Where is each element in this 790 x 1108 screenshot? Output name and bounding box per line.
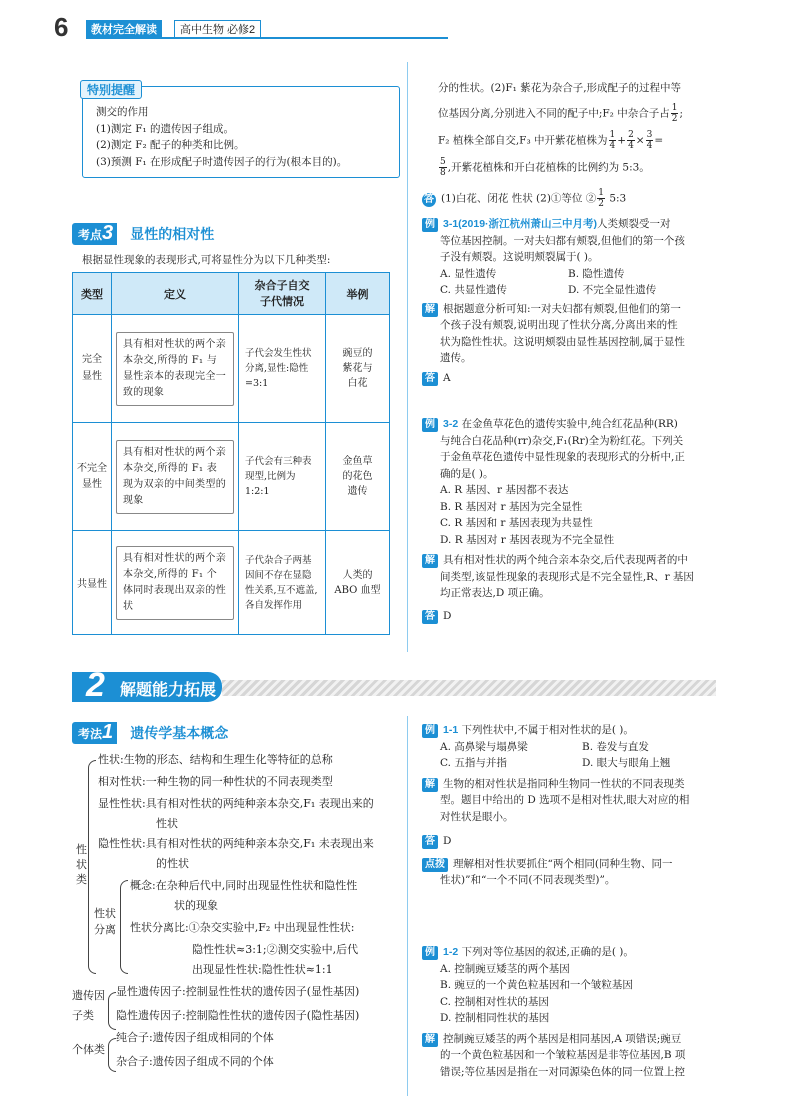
answer-line: 答 (1)白花、闭花 性状 (2)①等位 ② $\frac{1}{2}$ 5:3 (424, 188, 627, 209)
book-title: 教材完全解读 (86, 20, 162, 38)
individual-class-label: 个体类 (72, 1043, 105, 1056)
option: B. 卷发与直发 (582, 740, 649, 753)
table-row (73, 531, 390, 635)
example-1-2: 例 1-2 下列对等位基因的叙述,正确的是( )。 A. 控制豌豆矮茎的两个基因 B. 豌豆的一个黄色粒基因和一个皱粒基因 C. 控制相对性状的基因 D. 控制相同性状的基因 解 控制豌豆矮茎的两个基因是相同基因,A 项错误;豌豆 的一个黄色粒基因和一个皱粒基因是非等位基因,B 项 错误;等位基因是指在一对同源染色体的同一位置上控 (422, 944, 722, 1080)
tip-line: (2)测定 F₂ 配子的种类和比例。 (96, 139, 245, 151)
fraction: $\frac{5}{8}$ (440, 156, 446, 178)
example-label: 3-1(2019·浙江杭州萧山三中月考) (443, 218, 598, 230)
tip-title: 特别提醒 (80, 80, 142, 99)
banner-stripes (222, 680, 716, 696)
solution-badge: 解 (422, 1033, 438, 1047)
point-label: 考点3 (72, 223, 117, 245)
gene-brace (108, 992, 116, 1030)
example-badge: 例 (422, 946, 438, 960)
method-number: 1 (102, 721, 114, 743)
gene-class-label: 遗传因 子类 (72, 989, 105, 1022)
column-divider (407, 62, 408, 652)
point3-heading (72, 223, 214, 245)
option: D. 眼大与眼角上翘 (582, 757, 671, 769)
column-divider (407, 716, 408, 1096)
row-type: 完全 显性 (73, 315, 112, 423)
tip-line: 测交的作用 (96, 106, 149, 118)
row-definition: 具有相对性状的两个亲本杂交,所得的 F₁ 个体同时表现出双亲的性状 (116, 546, 234, 620)
option: A. 控制豌豆矮茎的两个基因 (440, 962, 570, 975)
fraction: $\frac{1}{2}$ (598, 188, 604, 209)
row-example: 豌豆的 紫花与 白花 (326, 315, 390, 423)
solution-badge: 解 (422, 778, 438, 792)
method-label: 考法1 (72, 722, 117, 744)
fraction: $\frac{1}{2}$ (671, 102, 678, 124)
solution-badge: 解 (422, 303, 438, 317)
individual-brace (108, 1038, 116, 1072)
answer-badge: 答 (422, 835, 438, 849)
concept-tree: 性 状 类 性状:生物的形态、结构和生理生化等特征的总称 相对性状:一种生物的同一种性状的不同表现类型 显性性状:具有相对性状的两纯种亲本杂交,F₁ 表现出来的 性状 隐性性状:具有相对性状的两纯种亲本杂交,F₁ 未表现出来 的性状 性状 分离 概念:在杂种后代中,同时出现显性性状和隐性性 状的现象 性状分离比:①杂交实验中,F₂ 中出现显性性状: 隐性性状≈3:1;②测交实验中,后代 出现显性性状:隐性性状≈1:1 遗传因 子类 显性遗传因子:控制显性性状的遗传因子(显性基因) 隐性遗传因子:控制隐性性状的遗传因子(隐性基因) 个体类 纯合子:遗传因子组成相同的个体 杂合子:遗传因子组成不同的个体 (72, 752, 406, 1092)
option: B. R 基因对 r 基因为完全显性 (440, 500, 583, 513)
point3-title: 显性的相对性 (130, 226, 215, 242)
option: C. 控制相对性状的基因 (440, 995, 549, 1008)
method1-heading (72, 722, 228, 744)
option: D. 控制相同性状的基因 (440, 1012, 550, 1024)
tip-badge: 点拨 (422, 858, 448, 872)
fraction: $\frac{3}{4}$ (646, 129, 653, 151)
row-offspring: 子代杂合子两基因间不存在显隐性关系,互不遮盖,各自发挥作用 (239, 531, 326, 635)
header-rule (86, 37, 448, 39)
table-row (73, 423, 390, 531)
example-label: 1-2 (443, 946, 459, 958)
example-1-1: 例 1-1 下列性状中,不属于相对性状的是( )。 A. 高鼻梁与塌鼻梁 B. 卷发与直发 C. 五指与并指 D. 眼大与眼角上翘 解 生物的相对性状是指同种生物同一性状的不同表现类 型。题目中给出的 D 选项不是相对性状,眼大对应的相 对性状是眼小。 答 D 点拨 理解相对性状要抓住“两个相同(同种生物、同一 性状)”和“一个不同(不同表现类型)”。 (422, 722, 722, 889)
option: D. 不完全显性遗传 (568, 284, 657, 296)
option: B. 隐性遗传 (568, 267, 625, 280)
row-type: 共显性 (73, 531, 112, 635)
trait-class-label: 性 状 类 (76, 843, 87, 886)
row-example: 金鱼草 的花色 遗传 (326, 423, 390, 531)
col-header-definition: 定义 (112, 273, 239, 315)
option: A. 显性遗传 (440, 267, 497, 280)
row-type: 不完全 显性 (73, 423, 112, 531)
answer-badge: 答 (422, 610, 438, 624)
example-label: 1-1 (443, 724, 459, 736)
right-top-answer: 分的性状。(2)F₁ 紫花为杂合子,形成配子的过程中等 位基因分离,分别进入不同的配子中;F₂ 中杂合子占 $\frac{1}{2}$ ; F₂ 植株全部自交,F₃ 中开紫花植株为 $\frac{1}{4}$ + $\frac{2}{4}$ × $\frac{3}{4}$ = $\frac{5}{8}$ ,开紫花植株和开白花植株的比例约为 5:3。 (438, 82, 683, 178)
option: A. R 基因、r 基因都不表达 (440, 484, 569, 496)
page-number: 6 (54, 12, 69, 42)
example-3-2: 例 3-2 在金鱼草花色的遗传实验中,纯合红花品种(RR) 与纯合白花品种(rr)杂交,F₁(Rr)全为粉红花。下列关 于金鱼草花色遗传中显性现象的表现形式的分析中,正 确的是( )。 A. R 基因、r 基因都不表达 B. R 基因对 r 基因为完全显性 C. R 基因和 r 基因表现为共显性 D. R 基因对 r 基因表现为不完全显性 解 具有相对性状的两个纯合亲本杂交,后代表现两者的中 间类型,该显性现象的表现形式是不完全显性,R、r 基因 均正常表达,D 项正确。 答 D (422, 416, 722, 624)
row-offspring: 子代会发生性状分离,显性:隐性=3:1 (239, 315, 326, 423)
row-offspring: 子代会有三种表现型,比例为1:2:1 (239, 423, 326, 531)
example-badge: 例 (422, 418, 438, 432)
option: B. 豌豆的一个黄色粒基因和一个皱粒基因 (440, 979, 633, 991)
tip-line: (1)测定 F₁ 的遗传因子组成。 (96, 122, 235, 135)
section-banner (72, 666, 716, 704)
fraction: $\frac{2}{4}$ (628, 129, 634, 151)
option: A. 高鼻梁与塌鼻梁 (440, 740, 528, 753)
point-number: 3 (102, 222, 114, 244)
dominance-table (72, 272, 390, 635)
method1-title: 遗传学基本概念 (130, 725, 229, 741)
col-header-offspring: 杂合子自交 子代情况 (239, 273, 326, 315)
option: C. R 基因和 r 基因表现为共显性 (440, 517, 593, 529)
point3-intro: 根据显性现象的表现形式,可将显性分为以下几种类型: (82, 254, 331, 266)
subject-title: 高中生物 必修2 (174, 20, 261, 38)
example-badge: 例 (422, 218, 438, 232)
answer-badge: 答 (422, 372, 438, 386)
tip-line: (3)预测 F₁ 在形成配子时遗传因子的行为(根本目的)。 (96, 155, 348, 168)
row-definition: 具有相对性状的两个亲本杂交,所得的 F₁ 表现为双亲的中间类型的现象 (116, 440, 234, 514)
tip-content (96, 104, 392, 170)
row-example: 人类的 ABO 血型 (326, 531, 390, 635)
solution-badge: 解 (422, 554, 438, 568)
answer-badge: 答 (424, 193, 434, 205)
row-definition: 具有相对性状的两个亲本杂交,所得的 F₁ 与显性亲本的表现完全一致的现象 (116, 332, 234, 406)
col-header-example: 举例 (326, 273, 390, 315)
example-3-1: 例 3-1(2019·浙江杭州萧山三中月考)人类颊裂受一对 等位基因控制。一对夫妇都有颊裂,但他们的第一个孩 子没有颊裂。这说明颊裂属于( )。 A. 显性遗传 B. 隐性遗传 C. 共显性遗传 D. 不完全显性遗传 解 根据题意分析可知:一对夫妇都有颊裂,但他们的第一 个孩子没有颊裂,说明出现了性状分离,分离出来的性 状为隐性性状。这说明颊裂由显性基因控制,属于显性 遗传。 答 A (422, 216, 722, 386)
option: D. R 基因对 r 基因表现为不完全显性 (440, 533, 615, 546)
section-title: 解题能力拓展 (120, 682, 217, 699)
separation-label: 性状 分离 (94, 907, 116, 936)
option: C. 共显性遗传 (440, 284, 507, 296)
col-header-type: 类型 (73, 273, 112, 315)
fraction: $\frac{1}{4}$ (609, 129, 616, 151)
example-label: 3-2 (443, 418, 459, 430)
table-row (73, 315, 390, 423)
example-badge: 例 (422, 724, 438, 738)
separation-brace (120, 880, 128, 974)
section-number: 2 (86, 666, 105, 704)
trait-brace (88, 760, 96, 974)
option: C. 五指与并指 (440, 757, 507, 769)
